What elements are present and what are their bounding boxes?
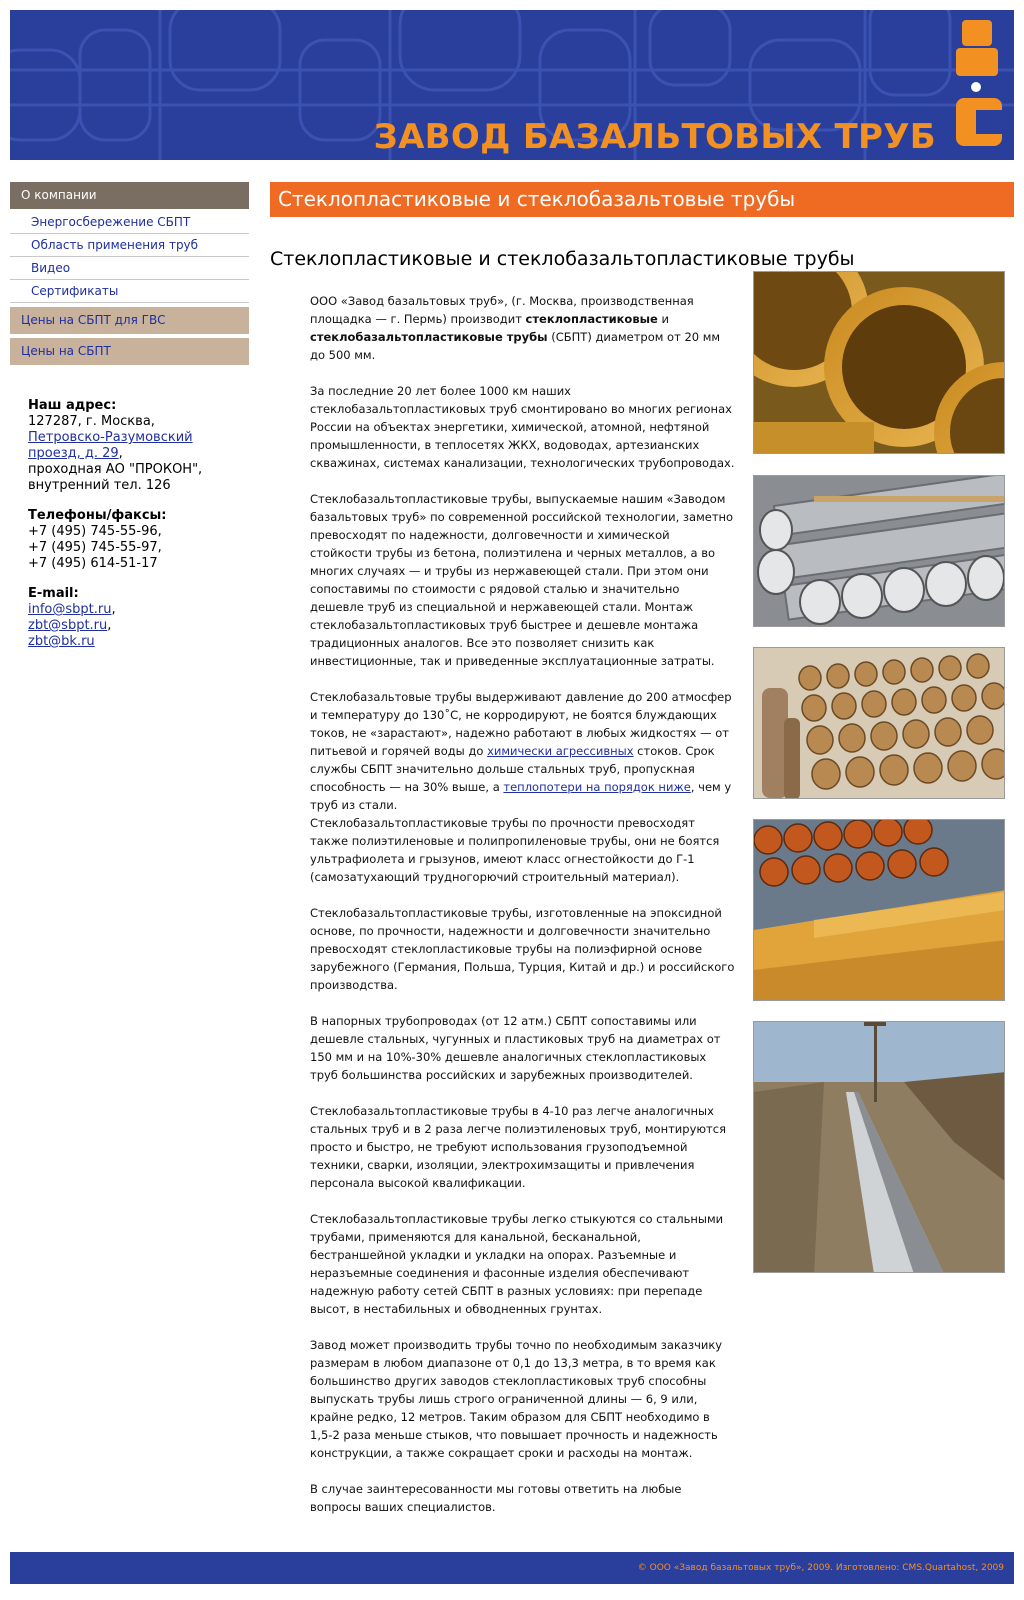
phones-label: Телефоны/факсы:: [28, 508, 167, 523]
address-label: Наш адрес:: [28, 398, 117, 413]
site-header: [10, 10, 1014, 160]
nav-item-about[interactable]: О компании: [10, 182, 249, 209]
heat-loss-link[interactable]: теплопотери на порядок ниже: [503, 780, 691, 794]
section-title: Стеклопластиковые и стеклобазальтовые трубы: [278, 187, 796, 211]
paragraph: Стеклобазальтопластиковые трубы, изготовленные на эпоксидной основе, по прочности, надежности и долговечности значительно превосходят стеклопластиковые трубы на полиэфирной основе зарубежного (Германия, Польша, Турция, Китай и др.) и российского производства.: [310, 906, 735, 992]
chemically-aggressive-link[interactable]: химически агрессивных: [487, 744, 634, 758]
site-title: ЗАВОД БАЗАЛЬТОВЫХ ТРУБ: [373, 117, 936, 157]
paragraph: Стеклобазальтопластиковые трубы, выпускаемые нашим «Заводом базальтовых труб» по современной российской технологии, заметно превосходят по надежности, долговечности и химической стойкости трубы из бетона, полиэтилена и черных металлов, а во многих случаях — и трубы из нержавеющей стали. При этом они сопоставимы по стоимости с рядовой сталью и значительно дешевле труб из специальной и нержавеющей стали. Монтаж стеклобазальтопластиковых труб быстрее и дешевле монтажа традиционных аналогов. Все это позволяет снизить как инвестиционные, так и приведенные эксплуатационные затраты.: [310, 492, 734, 668]
nav-sub-video[interactable]: Видео: [10, 257, 249, 280]
address-link[interactable]: Петровско-Разумовский проезд, д. 29: [28, 430, 193, 461]
address-line: 127287, г. Москва,: [28, 414, 155, 429]
nav-item-prices[interactable]: Цены на СБПТ: [10, 338, 249, 365]
article-content: [310, 292, 735, 1534]
phone-number: +7 (495) 745-55-96,: [28, 524, 162, 539]
section-title-bar: [270, 182, 1014, 217]
nav-sub-list: [10, 209, 249, 303]
paragraph: В случае заинтересованности мы готовы ответить на любые вопросы ваших специалистов.: [310, 1482, 682, 1514]
photo-grey-pipes: [753, 475, 1005, 627]
address-link-comma: ,: [118, 446, 123, 461]
paragraph: Стеклобазальтопластиковые трубы в 4-10 раз легче аналогичных стальных труб и в 2 раза легче полиэтиленовых труб, монтируются просто и быстро, не требуют использования грузоподъемной техники, сварки, изоляции, электрохимзащиты и привлечения персонала высокой квалификации.: [310, 1104, 726, 1190]
paragraph: Завод может производить трубы точно по необходимым заказчику размерам в любом диапазоне от 0,1 до 13,3 метра, в то время как большинство других заводов стеклопластиковых труб способны выпускать трубы лишь строго ограниченной длины — 6, 9 или, крайне редко, 12 метров. Таким образом для СБПТ необходимо в 1,5-2 раза меньше стыков, что повышает прочность и надежность конструкции, а также сокращает сроки и расходы на монтаж.: [310, 1338, 723, 1460]
photo-pipeline-installation: [753, 1021, 1005, 1273]
email-label: E-mail:: [28, 586, 79, 601]
copyright-text: © ООО «Завод базальтовых труб», 2009. Изготовлено: CMS.Quartahost, 2009: [637, 1563, 1004, 1573]
email-separator: ,: [107, 618, 112, 633]
phone-number: +7 (495) 614-51-17: [28, 556, 158, 571]
photo-rusty-pipes: [753, 819, 1005, 1001]
paragraph: За последние 20 лет более 1000 км наших стеклобазальтопластиковых труб смонтировано во многих регионах России на объектах энергетики, химической, атомной, нефтяной промышленности, в теплосетях ЖКХ, водоводах, артезианских скважинах, системах канализации, технологических трубопроводах.: [310, 384, 735, 470]
email-separator: ,: [111, 602, 116, 617]
nav-sub-energy-saving[interactable]: Энергосбережение СБПТ: [10, 211, 249, 234]
address-line: внутренний тел. 126: [28, 478, 171, 493]
sidebar-nav: [10, 182, 249, 365]
pipe-logo-icon: [954, 18, 1006, 148]
nav-item-prices-hot-water[interactable]: Цены на СБПТ для ГВС: [10, 307, 249, 334]
paragraph: В напорных трубопроводах (от 12 атм.) СБПТ сопоставимы или дешевле стальных, чугунных и пластиковых труб на диаметрах от 150 мм и на 10%-30% дешевле аналогичных стеклопластиковых труб большинства российских и зарубежных производителей.: [310, 1014, 721, 1082]
paragraph: ООО «Завод базальтовых труб», (г. Москва, производственная площадка — г. Пермь) производит стеклопластиковые и стеклобазальтопластиковые трубы (СБПТ) диаметром от 20 мм до 500 мм.: [310, 294, 721, 362]
nav-sub-certificates[interactable]: Сертификаты: [10, 280, 249, 303]
email-link[interactable]: zbt@bk.ru: [28, 634, 95, 649]
page-heading: Стеклопластиковые и стеклобазальтопластиковые трубы: [270, 248, 855, 270]
photo-yellow-pipes: [753, 271, 1005, 454]
contacts-block: [28, 398, 243, 664]
nav-sub-application[interactable]: Область применения труб: [10, 234, 249, 257]
address-line: проходная АО "ПРОКОН",: [28, 462, 203, 477]
photo-stacked-pipes: [753, 647, 1005, 799]
site-footer: [10, 1552, 1014, 1584]
paragraph: Стеклобазальтопластиковые трубы легко стыкуются со стальными трубами, применяются для канальной, бесканальной, бестраншейной укладки и укладки на опорах. Разъемные и неразъемные соединения и фасонные изделия обеспечивают надежную работу сетей СБПТ в разных условиях: при перепаде высот, в нестабильных и обводненных грунтах.: [310, 1212, 724, 1316]
email-link[interactable]: info@sbpt.ru: [28, 602, 112, 617]
phone-number: +7 (495) 745-55-97,: [28, 540, 162, 555]
paragraph: Стеклобазальтовые трубы выдерживают давление до 200 атмосфер и температуру до 130˚С, не корродируют, не боятся блуждающих токов, не «зарастают», надежно работают в любых жидкостях — от питьевой и горячей воды до химически агрессивных стоков. Срок службы СБПТ значительно дольше стальных труб, пропускная способность — на 30% выше, а теплопотери на порядок ниже, чем у труб из стали.: [310, 690, 732, 812]
paragraph: Стеклобазальтопластиковые трубы по прочности превосходят также полиэтиленовые и полипропиленовые трубы, они не боятся ультрафиолета и грызунов, имеют класс огнестойкости до Г-1 (самозатухающий трудногорючий строительный материал).: [310, 816, 720, 884]
email-link[interactable]: zbt@sbpt.ru: [28, 618, 108, 633]
